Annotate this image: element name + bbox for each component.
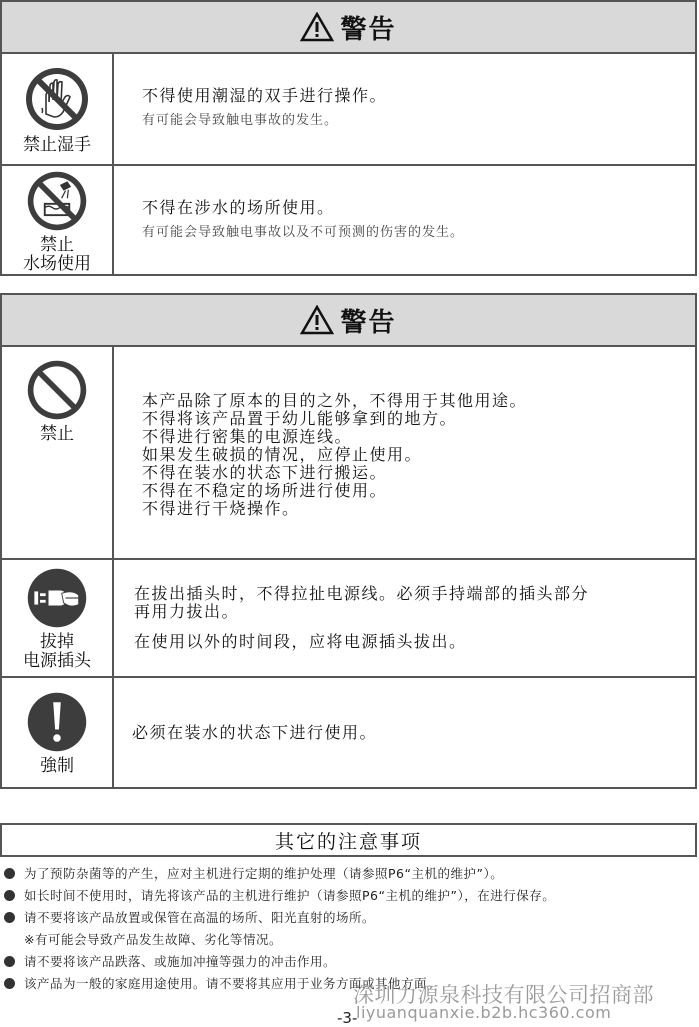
no-water-area-row: [2, 166, 695, 276]
bullet-icon: [4, 890, 15, 901]
warning-triangle-icon: [300, 305, 334, 335]
unplug-line-1: 在拔出插头时，不得拉扯电源线。必须手持端部的插头部分: [134, 584, 590, 603]
note-text: ※有可能会导致产品发生故障、劣化等情况。: [24, 932, 282, 947]
warning-title-2: 警告: [340, 307, 397, 338]
note-text: 请不要将该产品跌落、或施加冲撞等强力的冲击作用。: [24, 954, 337, 969]
other-notes-list: [0, 864, 699, 996]
prohibit-line: 不得将该产品置于幼儿能够拿到的地方。: [142, 408, 458, 428]
list-item: [0, 908, 699, 930]
mandatory-row: [2, 678, 695, 787]
no-wet-hands-sub: 有可能会导致触电事故的发生。: [142, 113, 339, 128]
no-water-area-label-1: 禁止: [40, 235, 74, 255]
prohibit-icon: [24, 357, 90, 423]
no-water-area-icon: [24, 168, 90, 234]
prohibit-line: 不得在装水的状态下进行搬运。: [142, 462, 388, 482]
no-wet-hands-row: [2, 54, 695, 166]
note-text: 该产品为一般的家庭用途使用。请不要将其应用于业务方面或其他方面。: [24, 976, 441, 991]
unplug-label-1: 拔掉: [40, 632, 74, 652]
warning-header-2: [2, 295, 695, 347]
prohibit-line: 不得在不稳定的场所进行使用。: [142, 480, 388, 500]
mandatory-text: [114, 678, 695, 787]
unplug-text: [114, 560, 695, 676]
mandatory-icon-cell: [2, 678, 114, 787]
mandatory-label: 強制: [40, 756, 74, 776]
warning-box-2: [0, 293, 697, 789]
note-text: 如长时间不使用时，请先将该产品的主机进行维护（请参照P6“主机的维护”），在进行保存。: [24, 888, 556, 903]
no-water-area-icon-cell: [2, 166, 114, 276]
bullet-icon: [4, 912, 15, 923]
bullet-icon: [4, 868, 15, 879]
note-text: 为了预防杂菌等的产生，应对主机进行定期的维护处理（请参照P6“主机的维护”）。: [24, 866, 504, 881]
warning-box-1: [0, 0, 697, 276]
list-item: [0, 864, 699, 886]
unplug-label-2: 电源插头: [23, 651, 91, 671]
prohibit-line: 本产品除了原本的目的之外，不得用于其他用途。: [142, 390, 528, 410]
no-water-area-main: 不得在涉水的场所使用。: [142, 198, 335, 217]
no-wet-hands-main: 不得使用潮湿的双手进行操作。: [142, 86, 388, 105]
watermark-url: liyuanquanxie.b2b.hc360.com: [356, 1003, 612, 1022]
prohibit-line: 不得进行密集的电源连线。: [142, 426, 353, 446]
no-wet-hands-icon-cell: [2, 54, 114, 164]
no-water-area-label-2: 水场使用: [23, 254, 91, 274]
exclamation-icon: [24, 689, 90, 755]
warning-title-1: 警告: [340, 14, 397, 45]
mandatory-line: 必须在装水的状态下进行使用。: [132, 722, 378, 742]
prohibit-row: [2, 347, 695, 560]
unplug-line-2: 再用力拔出。: [134, 602, 240, 621]
no-wet-hands-text: [114, 54, 695, 164]
bullet-icon: [4, 956, 15, 967]
warning-header-1: [2, 2, 695, 54]
prohibit-text: [114, 347, 695, 558]
page-number: -3-: [337, 1009, 358, 1027]
list-item: [0, 952, 699, 974]
warning-triangle-icon: [300, 12, 334, 42]
no-wet-hands-icon: [22, 64, 92, 134]
prohibit-line: 如果发生破损的情况，应停止使用。: [142, 444, 423, 464]
no-water-area-text: [114, 166, 695, 276]
unplug-icon: [24, 565, 90, 631]
prohibit-icon-cell: [2, 347, 114, 558]
unplug-line-3: 在使用以外的时间段，应将电源插头拔出。: [134, 632, 467, 651]
note-text: 请不要将该产品放置或保管在高温的场所、阳光直射的场所。: [24, 910, 376, 925]
list-item-subnote: [0, 930, 699, 952]
unplug-icon-cell: [2, 560, 114, 676]
watermark-company: 深圳力源泉科技有限公司招商部: [353, 983, 654, 1007]
prohibit-line: 不得进行干烧操作。: [142, 498, 300, 518]
prohibit-label: 禁止: [40, 424, 74, 444]
other-notes-title: 其它的注意事项: [0, 823, 697, 857]
list-item: [0, 886, 699, 908]
no-wet-hands-label: 禁止湿手: [23, 134, 91, 155]
bullet-icon: [4, 978, 15, 989]
no-water-area-sub: 有可能会导致触电事故以及不可预测的伤害的发生。: [142, 225, 465, 240]
unplug-row: [2, 560, 695, 678]
